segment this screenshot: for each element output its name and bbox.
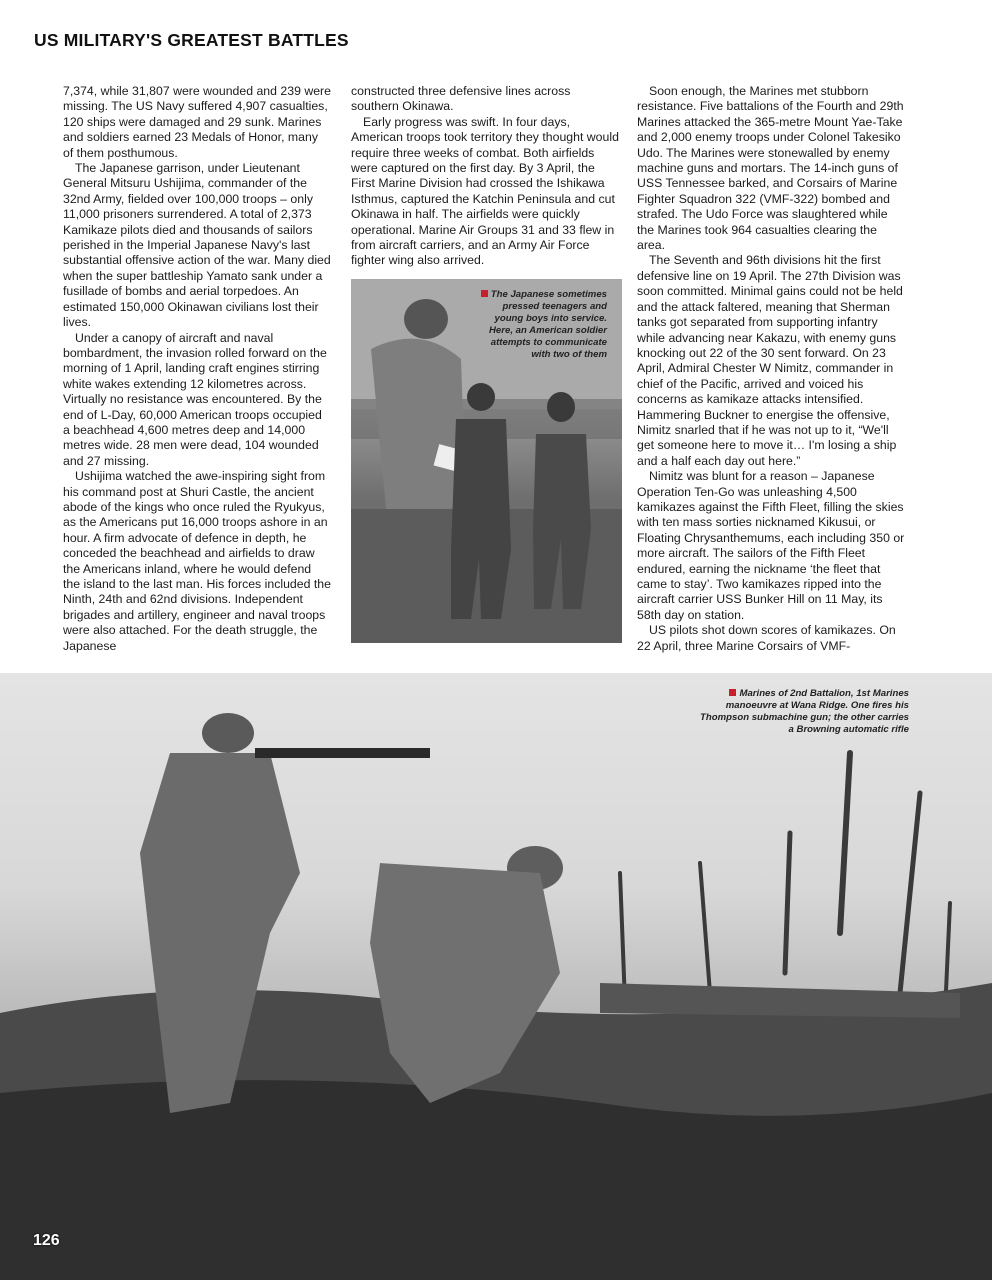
paragraph: Early progress was swift. In four days, American troops took territory they thought would require three weeks of combat. Both airfields were captured on the first day. By 3 April, the First Marine Division had crossed the Ishikawa Isthmus, captured the Katchin Peninsula and cut Okinawa in half. The airfields were quickly operational. Marine Air Groups 31 and 33 flew in from aircraft carriers, and an Army Air Force fighter wing also arrived. <box>351 114 619 268</box>
caption-text: Marines of 2nd Battalion, 1st Marines manoeuvre at Wana Ridge. One fires his Thompson submachine gun; the other carries a Browning automatic rifle <box>700 688 909 735</box>
photo-caption <box>474 289 607 361</box>
text-column-3 <box>637 84 905 654</box>
marines-photo <box>0 673 992 1280</box>
paragraph: Under a canopy of aircraft and naval bombardment, the invasion rolled forward on the morning of 1 April, landing craft engines stirring white wakes extending 12 kilometres across. Virtually no resistance was encountered. By the end of L-Day, 60,000 American troops occupied a beachhead 4,600 metres deep and 14,000 metres wide. 28 men were dead, 104 wounded and 27 missing. <box>63 330 327 468</box>
caption-marker-square <box>481 290 488 297</box>
paragraph: The Seventh and 96th divisions hit the first defensive line on 19 April. The 27th Division was soon committed. Minimal gains could not be held and the attack faltered, meaning that Sherman tanks got separated from supporting infantry while advancing near Kakazu, with enemy guns knocking out 22 of the 30 sent forward. On 23 April, Admiral Chester W Nimitz, commander in chief of the Pacific, arrived and voiced his concerns as kamikaze attacks intensified. Hammering Buckner to energise the offensive, Nimitz snarled that if he was not up to it, “We'll get someone here to move it… I'm losing a ship and a half each day out here.” <box>637 253 903 468</box>
running-header: US MILITARY'S GREATEST BATTLES <box>34 30 349 50</box>
paragraph: US pilots shot down scores of kamikazes. On 22 April, three Marine Corsairs of VMF- <box>637 623 896 653</box>
paragraph: Nimitz was blunt for a reason – Japanese Operation Ten-Go was unleashing 4,500 kamikazes against the Fifth Fleet, filling the skies with ten mass sorties nicknamed Kikusui, or Floating Chrysanthemums, each including 350 or more aircraft. The sailors of the Fifth Fleet endured, earning the nickname ‘the fleet that came to stay’. Two kamikazes ripped into the aircraft carrier USS Bunker Hill on 11 May, its 58th day on station. <box>637 469 905 622</box>
text-column-2 <box>351 84 619 269</box>
marines-photo-illustration <box>0 673 992 1280</box>
paragraph: Soon enough, the Marines met stubborn resistance. Five battalions of the Fourth and 29th Marines attacked the 365-metre Mount Yae-Take and 2,000 enemy troops under Colonel Takesiko Udo. The Marines were stonewalled by enemy machine guns and mortars. The 14-inch guns of USS Tennessee barked, and Corsairs of Marine Fighter Squadron 322 (VMF-322) bombed and strafed. The Udo Force was slaughtered while the Marines took 964 casualties clearing the area. <box>637 84 904 253</box>
text-column-1 <box>63 84 331 654</box>
paragraph: The Japanese garrison, under Lieutenant General Mitsuru Ushijima, commander of the 32nd Army, fielded over 100,000 troops – only 11,000 prisoners surrendered. A total of 2,373 Kamikaze pilots died and thousands of sailors perished in the Imperial Japanese Navy's last substantial offensive action of the war. Many died when the super battleship Yamato sank under a fusillade of bombs and aerial torpedoes. An estimated 150,000 Okinawan civilians lost their lives. <box>63 161 331 330</box>
page-number: 126 <box>33 1232 60 1249</box>
caption-text: The Japanese sometimes pressed teenagers and young boys into service. Here, an American soldier attempts to communicate with two of them <box>488 289 607 360</box>
paragraph: Ushijima watched the awe-inspiring sight from his command post at Shuri Castle, the ancient abode of the kings who once ruled the Ryukyus, as the Americans put 16,000 troops ashore in an hour. A firm advocate of defence in depth, he conceded the beachhead and airfields to draw the Americans inland, where he would defend the island to the last man. His forces included the Ninth, 24th and 62nd divisions. Independent brigades and artillery, engineer and naval troops were also attached. For the death struggle, the Japanese <box>63 469 331 653</box>
paragraph: constructed three defensive lines across southern Okinawa. <box>351 84 571 114</box>
photo-caption <box>700 688 909 736</box>
caption-marker-square <box>729 689 736 696</box>
paragraph: 7,374, while 31,807 were wounded and 239 were missing. The US Navy suffered 4,907 casualties, 120 ships were damaged and 29 sunk. Marines and soldiers earned 23 Medals of Honor, many of them posthumous. <box>63 84 331 160</box>
